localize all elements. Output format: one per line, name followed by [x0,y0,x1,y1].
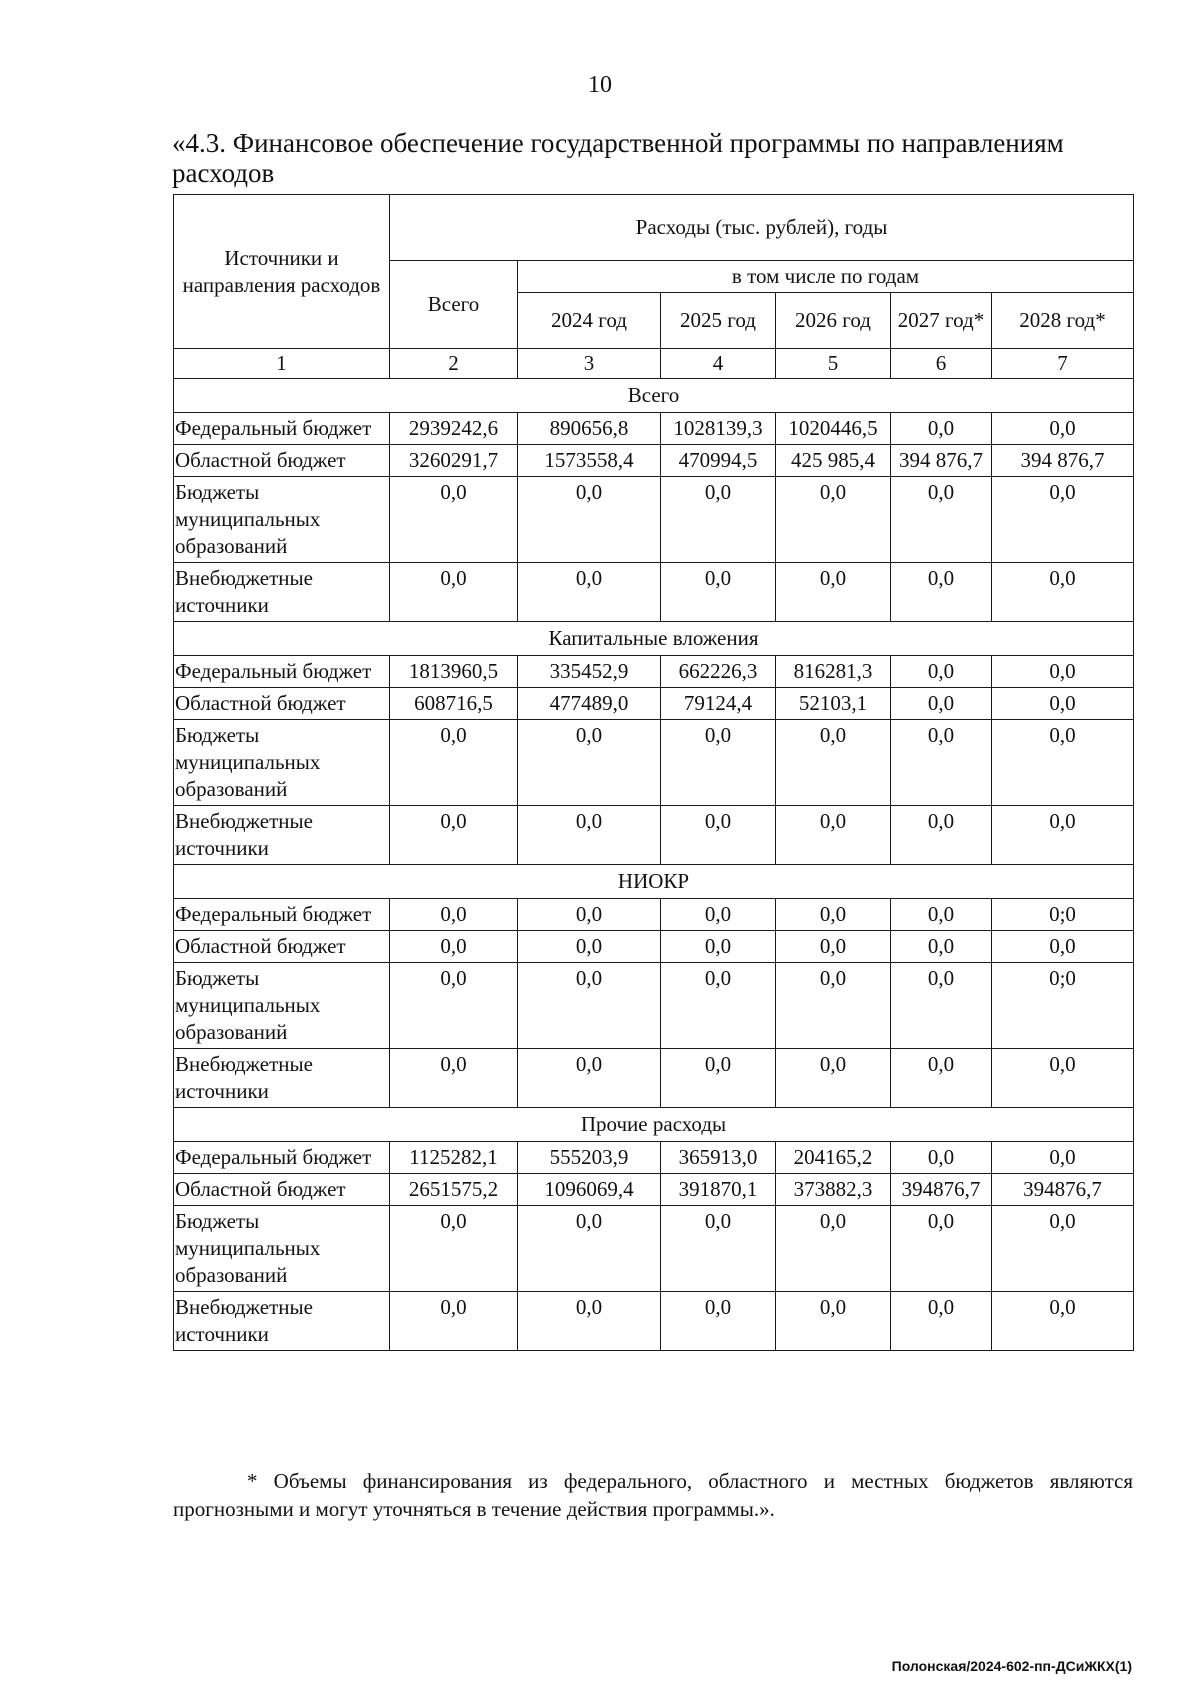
value-cell: 0,0 [992,806,1134,865]
footnote [173,1467,1133,1523]
value-cell: 0,0 [776,1206,891,1292]
value-cell: 608716,5 [390,688,518,720]
row-label: Бюджеты муниципальных образований [174,1206,390,1292]
section-row [174,865,1134,899]
value-cell: 394876,7 [891,1174,992,1206]
value-cell: 0,0 [390,806,518,865]
table-row [174,445,1134,477]
value-cell: 0,0 [992,720,1134,806]
value-cell: 0,0 [518,1206,661,1292]
value-cell: 0,0 [891,899,992,931]
header-year-2027: 2027 год* [891,293,992,349]
value-cell: 0,0 [891,720,992,806]
value-cell: 890656,8 [518,413,661,445]
value-cell: 0,0 [661,1206,776,1292]
section-row [174,379,1134,413]
value-cell: 0,0 [661,899,776,931]
header-sources: Источники и направления расходов [174,195,390,349]
value-cell: 0,0 [992,563,1134,622]
column-number: 3 [518,349,661,379]
value-cell: 0,0 [390,931,518,963]
value-cell: 0,0 [661,477,776,563]
row-label: Федеральный бюджет [174,1142,390,1174]
value-cell: 0,0 [776,477,891,563]
value-cell: 1125282,1 [390,1142,518,1174]
value-cell: 0;0 [992,899,1134,931]
value-cell: 1573558,4 [518,445,661,477]
row-label: Бюджеты муниципальных образований [174,720,390,806]
value-cell: 0,0 [891,656,992,688]
value-cell: 0,0 [518,899,661,931]
value-cell: 0,0 [992,1049,1134,1108]
table-row [174,899,1134,931]
value-cell: 0,0 [518,806,661,865]
value-cell: 0,0 [661,963,776,1049]
value-cell: 0,0 [661,931,776,963]
row-label: Внебюджетные источники [174,1292,390,1351]
value-cell: 0,0 [891,931,992,963]
value-cell: 391870,1 [661,1174,776,1206]
value-cell: 0,0 [891,477,992,563]
table-row [174,656,1134,688]
value-cell: 0,0 [992,413,1134,445]
value-cell: 0,0 [518,477,661,563]
value-cell: 0,0 [891,1049,992,1108]
value-cell: 0,0 [518,563,661,622]
value-cell: 816281,3 [776,656,891,688]
value-cell: 79124,4 [661,688,776,720]
value-cell: 0,0 [891,688,992,720]
header-year-2025: 2025 год [661,293,776,349]
column-number: 2 [390,349,518,379]
table-row [174,1206,1134,1292]
row-label: Федеральный бюджет [174,899,390,931]
header-by-years: в том числе по годам [518,261,1134,293]
value-cell: 0,0 [891,1142,992,1174]
table-row [174,931,1134,963]
value-cell: 394 876,7 [891,445,992,477]
value-cell: 0,0 [518,720,661,806]
section-title-cell: Капитальные вложения [174,622,1134,656]
header-expenses: Расходы (тыс. рублей), годы [390,195,1134,261]
value-cell: 0,0 [891,413,992,445]
value-cell: 477489,0 [518,688,661,720]
section-title-cell: Прочие расходы [174,1108,1134,1142]
value-cell: 0,0 [992,688,1134,720]
page-number: 10 [588,72,612,98]
table-row [174,1292,1134,1351]
value-cell: 3260291,7 [390,445,518,477]
value-cell: 425 985,4 [776,445,891,477]
value-cell: 0,0 [661,563,776,622]
table-row [174,413,1134,445]
value-cell: 0,0 [776,931,891,963]
value-cell: 365913,0 [661,1142,776,1174]
column-number: 4 [661,349,776,379]
value-cell: 0,0 [992,1142,1134,1174]
table-row [174,1142,1134,1174]
header-year-2024: 2024 год [518,293,661,349]
value-cell: 335452,9 [518,656,661,688]
value-cell: 0,0 [661,1049,776,1108]
value-cell: 0,0 [992,1292,1134,1351]
column-numbers-row [174,349,1134,379]
value-cell: 1020446,5 [776,413,891,445]
value-cell: 0,0 [518,1049,661,1108]
value-cell: 0,0 [891,563,992,622]
value-cell: 394 876,7 [992,445,1134,477]
section-title-cell: Всего [174,379,1134,413]
value-cell: 0,0 [661,720,776,806]
value-cell: 0,0 [776,1292,891,1351]
value-cell: 0,0 [390,563,518,622]
value-cell: 1813960,5 [390,656,518,688]
value-cell: 373882,3 [776,1174,891,1206]
table-row [174,563,1134,622]
column-number: 6 [891,349,992,379]
financing-table-body [174,195,1134,1351]
value-cell: 394876,7 [992,1174,1134,1206]
value-cell: 0,0 [390,477,518,563]
value-cell: 204165,2 [776,1142,891,1174]
value-cell: 0,0 [390,720,518,806]
row-label: Бюджеты муниципальных образований [174,477,390,563]
document-id: Полонская/2024-602-пп-ДСиЖКХ(1) [891,1658,1132,1674]
financing-table [173,194,1134,1351]
row-label: Областной бюджет [174,688,390,720]
footnote-text: * Объемы финансирования из федерального, областного и местных бюджетов являются прогнозными и могут уточняться в течение действия программы.». [173,1469,1133,1521]
value-cell: 0,0 [776,899,891,931]
row-label: Областной бюджет [174,931,390,963]
row-label: Внебюджетные источники [174,806,390,865]
row-label: Федеральный бюджет [174,413,390,445]
value-cell: 0,0 [518,931,661,963]
value-cell: 1028139,3 [661,413,776,445]
value-cell: 0,0 [992,477,1134,563]
table-row [174,688,1134,720]
value-cell: 0,0 [891,1292,992,1351]
value-cell: 0,0 [661,806,776,865]
value-cell: 0,0 [776,806,891,865]
value-cell: 0,0 [891,963,992,1049]
value-cell: 0,0 [390,1292,518,1351]
value-cell: 0;0 [992,963,1134,1049]
value-cell: 0,0 [661,1292,776,1351]
value-cell: 52103,1 [776,688,891,720]
value-cell: 0,0 [518,1292,661,1351]
header-year-2028: 2028 год* [992,293,1134,349]
header-year-2026: 2026 год [776,293,891,349]
row-label: Областной бюджет [174,445,390,477]
value-cell: 0,0 [891,1206,992,1292]
section-title: «4.3. Финансовое обеспечение государственной программы по направлениям расходов [172,128,1064,188]
column-number: 5 [776,349,891,379]
value-cell: 0,0 [776,1049,891,1108]
row-label: Федеральный бюджет [174,656,390,688]
value-cell: 0,0 [891,806,992,865]
value-cell: 0,0 [776,963,891,1049]
value-cell: 0,0 [992,931,1134,963]
section-title-cell: НИОКР [174,865,1134,899]
header-total: Всего [390,261,518,349]
value-cell: 0,0 [518,963,661,1049]
value-cell: 470994,5 [661,445,776,477]
table-row [174,806,1134,865]
row-label: Областной бюджет [174,1174,390,1206]
value-cell: 2651575,2 [390,1174,518,1206]
row-label: Внебюджетные источники [174,1049,390,1108]
value-cell: 662226,3 [661,656,776,688]
value-cell: 0,0 [776,720,891,806]
column-number: 7 [992,349,1134,379]
table-row [174,477,1134,563]
value-cell: 0,0 [992,1206,1134,1292]
section-row [174,622,1134,656]
row-label: Бюджеты муниципальных образований [174,963,390,1049]
value-cell: 0,0 [390,963,518,1049]
table-row [174,1049,1134,1108]
value-cell: 1096069,4 [518,1174,661,1206]
value-cell: 0,0 [776,563,891,622]
value-cell: 0,0 [390,1206,518,1292]
section-row [174,1108,1134,1142]
value-cell: 0,0 [390,899,518,931]
value-cell: 2939242,6 [390,413,518,445]
table-row [174,720,1134,806]
row-label: Внебюджетные источники [174,563,390,622]
table-row [174,1174,1134,1206]
value-cell: 0,0 [992,656,1134,688]
column-number: 1 [174,349,390,379]
value-cell: 555203,9 [518,1142,661,1174]
value-cell: 0,0 [390,1049,518,1108]
table-row [174,963,1134,1049]
